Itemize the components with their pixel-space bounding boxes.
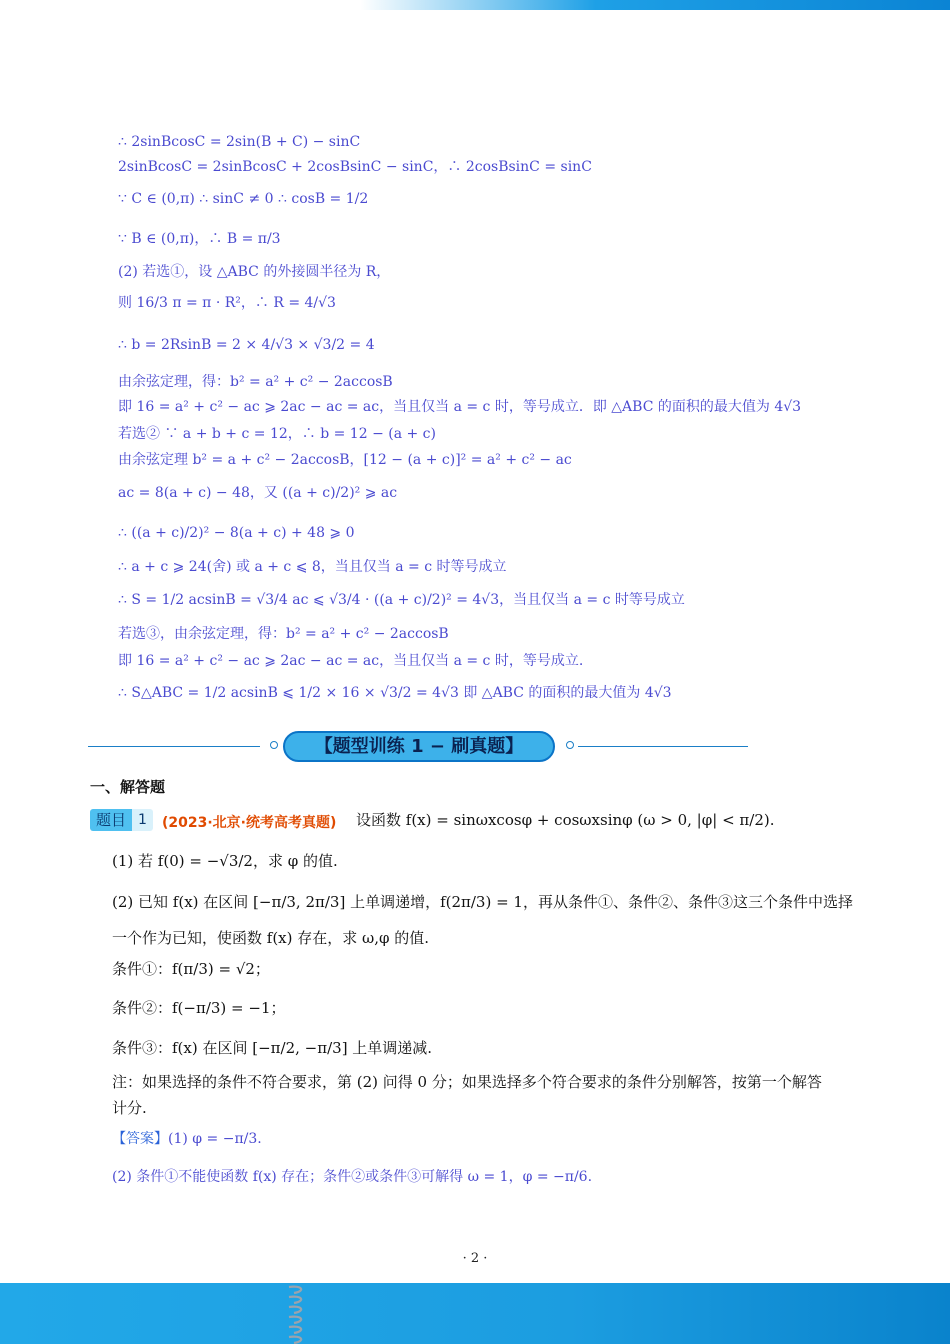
section-banner: 【题型训练 1 − 刷真题】 bbox=[283, 731, 555, 762]
solution-line: ∴ a + c ⩾ 24(舍) 或 a + c ⩽ 8，当且仅当 a = c 时等号成立 bbox=[118, 559, 507, 575]
question-label-text: 题目 bbox=[90, 809, 132, 831]
banner-dot-right bbox=[566, 741, 574, 749]
spiral-binding-icon bbox=[286, 1283, 308, 1344]
question-number: 1 bbox=[132, 809, 153, 831]
question-line: 条件①：f(π/3) = √2； bbox=[112, 960, 270, 978]
solution-line: ∴ S = 1/2 acsinB = √3/4 ac ⩽ √3/4 · ((a + c)/2)² = 4√3，当且仅当 a = c 时等号成立 bbox=[118, 592, 685, 608]
solution-line: 若选③，由余弦定理，得：b² = a² + c² − 2accosB bbox=[118, 626, 449, 642]
solution-line: 由余弦定理，得：b² = a² + c² − 2accosB bbox=[118, 374, 393, 390]
answer-tag: 【答案】 bbox=[112, 1131, 168, 1147]
question-line: (1) 若 f(0) = −√3/2，求 φ 的值. bbox=[112, 852, 338, 870]
section-title: 一、解答题 bbox=[90, 778, 166, 796]
question-source: (2023·北京·统考高考真题) bbox=[162, 815, 337, 831]
solution-line: 由余弦定理 b² = a + c² − 2accosB，[12 − (a + c)]² = a² + c² − ac bbox=[118, 452, 572, 468]
banner-divider-left bbox=[88, 746, 260, 747]
question-line: 注：如果选择的条件不符合要求，第 (2) 问得 0 分；如果选择多个符合要求的条件分别解答，按第一个解答 bbox=[112, 1073, 822, 1091]
header-strip bbox=[360, 0, 950, 10]
question-line: 条件③：f(x) 在区间 [−π/2, −π/3] 上单调递减. bbox=[112, 1039, 433, 1057]
answer-line: (2) 条件①不能使函数 f(x) 存在；条件②或条件③可解得 ω = 1，φ = −π/6. bbox=[112, 1169, 593, 1185]
solution-line: (2) 若选①，设 △ABC 的外接圆半径为 R， bbox=[118, 264, 391, 280]
solution-line: ∵ C ∈ (0,π) ∴ sinC ≠ 0 ∴ cosB = 1/2 bbox=[118, 191, 369, 207]
solution-line: ∴ 2sinBcosC = 2sin(B + C) − sinC bbox=[118, 134, 361, 150]
question-label bbox=[90, 809, 153, 831]
answer-line bbox=[112, 1132, 262, 1146]
solution-line: ∴ b = 2RsinB = 2 × 4/√3 × √3/2 = 4 bbox=[118, 337, 375, 353]
solution-line: 则 16/3 π = π · R²，∴ R = 4/√3 bbox=[118, 295, 336, 311]
question-stem: 设函数 f(x) = sinωxcosφ + cosωxsinφ (ω > 0, |φ| < π/2). bbox=[356, 811, 775, 829]
solution-line: ac = 8(a + c) − 48，又 ((a + c)/2)² ⩾ ac bbox=[118, 485, 398, 501]
solution-line: ∴ S△ABC = 1/2 acsinB ⩽ 1/2 × 16 × √3/2 = 4√3 即 △ABC 的面积的最大值为 4√3 bbox=[118, 685, 672, 701]
solution-line: 即 16 = a² + c² − ac ⩾ 2ac − ac = ac，当且仅当 a = c 时，等号成立. bbox=[118, 653, 584, 669]
banner-dot-left bbox=[270, 741, 278, 749]
question-line: (2) 已知 f(x) 在区间 [−π/3, 2π/3] 上单调递增，f(2π/3) = 1，再从条件①、条件②、条件③这三个条件中选择 bbox=[112, 893, 853, 911]
solution-line: 即 16 = a² + c² − ac ⩾ 2ac − ac = ac，当且仅当 a = c 时，等号成立．即 △ABC 的面积的最大值为 4√3 bbox=[118, 399, 802, 415]
solution-line: 若选② ∵ a + b + c = 12，∴ b = 12 − (a + c) bbox=[118, 426, 436, 442]
banner-divider-right bbox=[578, 746, 748, 747]
solution-line: ∵ B ∈ (0,π)，∴ B = π/3 bbox=[118, 231, 281, 247]
solution-line: ∴ ((a + c)/2)² − 8(a + c) + 48 ⩾ 0 bbox=[118, 525, 355, 541]
answer-text: (1) φ = −π/3. bbox=[168, 1131, 262, 1147]
footer-band bbox=[0, 1283, 950, 1344]
question-line: 一个作为已知，使函数 f(x) 存在，求 ω,φ 的值. bbox=[112, 929, 430, 947]
question-line: 条件②：f(−π/3) = −1； bbox=[112, 999, 286, 1017]
solution-line: 2sinBcosC = 2sinBcosC + 2cosBsinC − sinC，∴ 2cosBsinC = sinC bbox=[118, 159, 592, 175]
page-number: · 2 · bbox=[462, 1251, 488, 1266]
question-line: 计分. bbox=[112, 1099, 147, 1117]
